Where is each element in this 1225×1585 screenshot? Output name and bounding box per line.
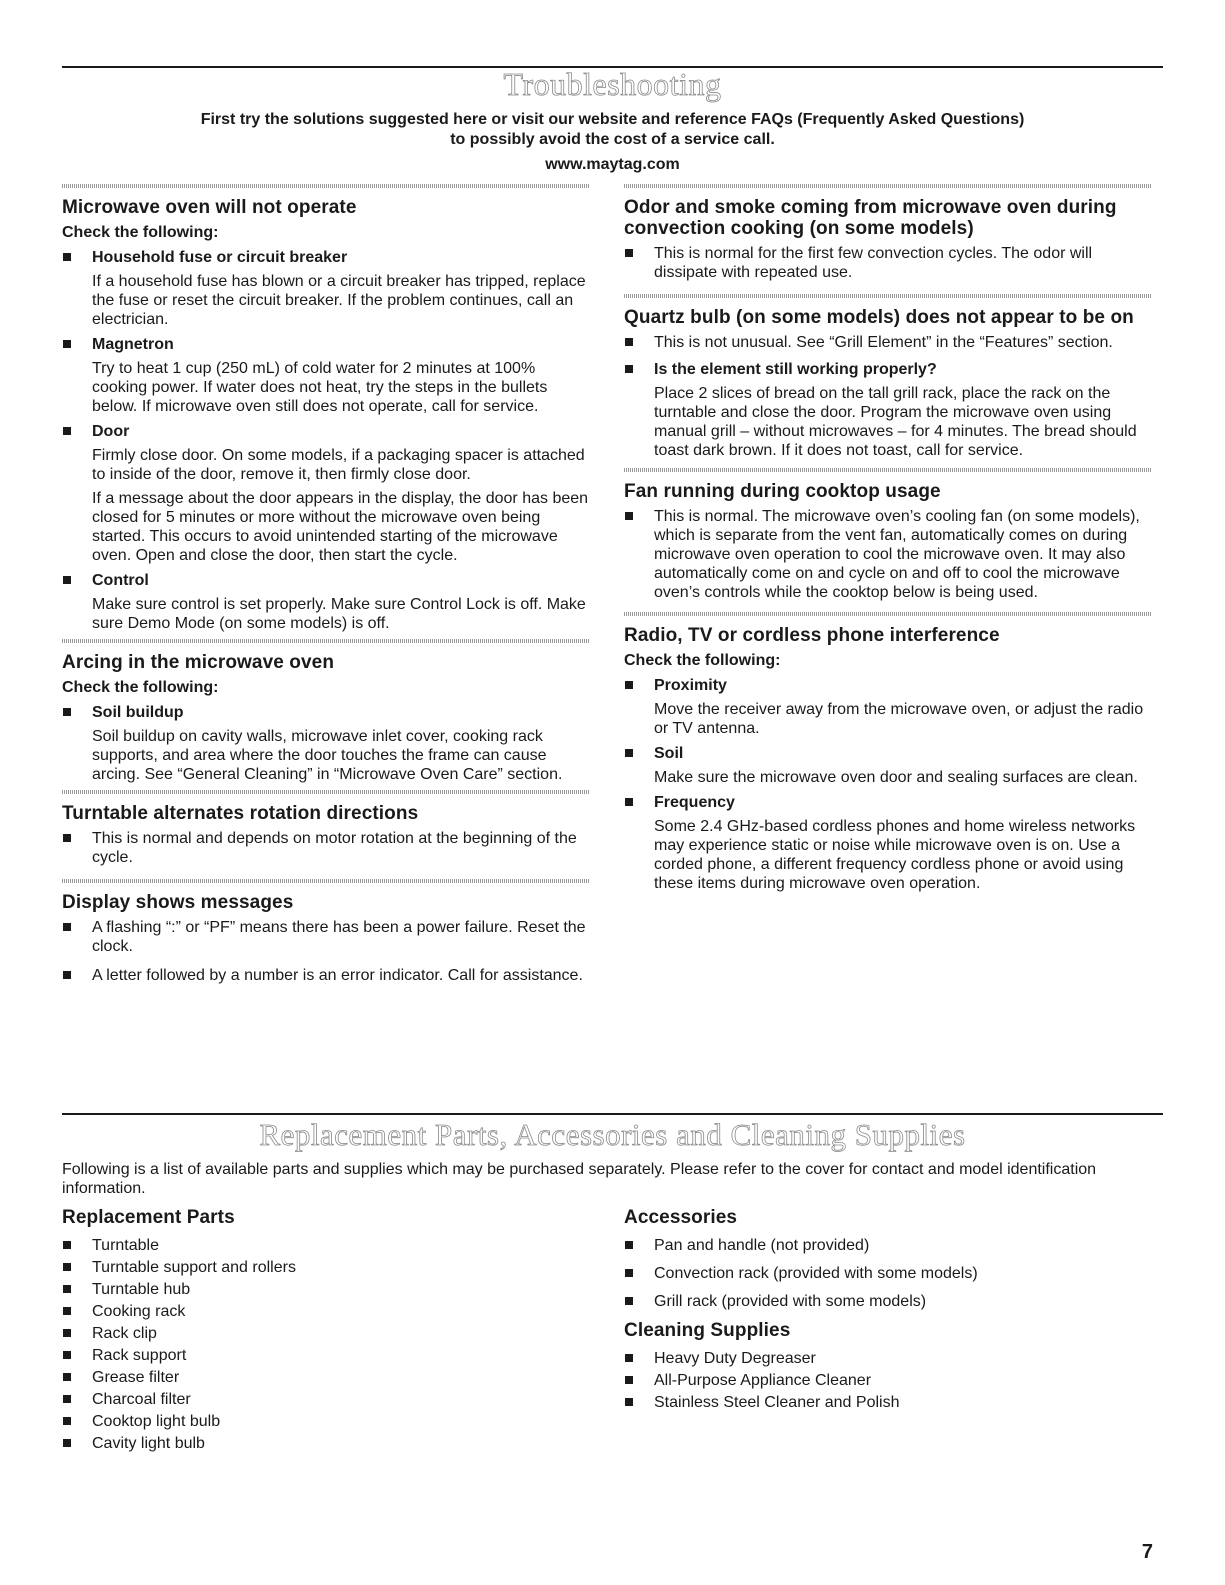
list-item — [624, 676, 1152, 738]
list-item — [624, 507, 1152, 602]
heading-will-not-operate: Microwave oven will not operate — [62, 197, 357, 218]
item-text: Charcoal filter — [92, 1391, 191, 1408]
bullet-icon — [63, 1373, 71, 1381]
bullet-icon — [63, 427, 71, 435]
bullet-icon — [63, 834, 71, 842]
list-item — [62, 1412, 590, 1431]
list-item — [62, 966, 590, 985]
item-text: This is normal and depends on motor rotation at the beginning of the cycle. — [92, 830, 577, 866]
bullet-icon — [63, 1395, 71, 1403]
item-text: Turntable support and rollers — [92, 1259, 296, 1276]
item-text: Rack support — [92, 1347, 187, 1364]
item-text: Make sure control is set properly. Make sure Control Lock is off. Make sure Demo Mode (on some models) is off. — [92, 596, 586, 632]
item-text: This is normal. The microwave oven’s cooling fan (on some models), which is separate from the vent fan, automatically comes on during microwave oven operation to cool the microwave oven. It may also automatically come on and cycle on and off to cool the microwave oven’s controls while the cooktop below is being used. — [654, 508, 1140, 601]
intro-line-2: to possibly avoid the cost of a service call. — [450, 131, 775, 148]
list-item — [62, 422, 590, 565]
list-item — [62, 1390, 590, 1409]
bullet-icon — [625, 338, 633, 346]
bullet-icon — [63, 1351, 71, 1359]
bullet-icon — [63, 1329, 71, 1337]
list-item — [62, 1324, 590, 1343]
item-text: Cavity light bulb — [92, 1435, 205, 1452]
item-text: Place 2 slices of bread on the tall grill rack, place the rack on the turntable and close the door. Program the microwave oven using manual grill – without microwaves – for 4 minutes. The bread should toast dark brown. If it does not toast, call for service. — [654, 385, 1137, 459]
item-heading: Control — [92, 572, 149, 589]
bullet-icon — [625, 1241, 633, 1249]
bullet-icon — [625, 1269, 633, 1277]
section-divider — [62, 790, 590, 794]
website-link[interactable]: www.maytag.com — [545, 156, 680, 173]
list-item — [624, 1393, 1152, 1412]
list-item — [624, 793, 1152, 893]
item-heading: Soil buildup — [92, 704, 184, 721]
section-divider — [624, 294, 1152, 298]
item-text: This is normal for the first few convection cycles. The odor will dissipate with repeated use. — [654, 245, 1093, 281]
bullet-icon — [625, 681, 633, 689]
bullet-icon — [625, 365, 633, 373]
item-heading: Frequency — [654, 794, 735, 811]
item-text: Turntable — [92, 1237, 159, 1254]
heading-odor-smoke: Odor and smoke coming from microwave oven during convection cooking (on some models) — [624, 197, 1117, 239]
item-text: Try to heat 1 cup (250 mL) of cold water for 2 minutes at 100% cooking power. If water does not heat, try the steps in the bullets below. If microwave oven still does not operate, call for service. — [92, 360, 548, 415]
intro-line-1: First try the solutions suggested here or visit our website and reference FAQs (Frequently Asked Questions) — [200, 111, 1025, 128]
bullet-icon — [63, 1241, 71, 1249]
bullet-icon — [63, 1417, 71, 1425]
list-item — [62, 1434, 590, 1453]
list-item — [624, 1349, 1152, 1368]
bullet-icon — [63, 708, 71, 716]
heading-fan-running: Fan running during cooktop usage — [624, 481, 941, 502]
list-item — [62, 829, 590, 867]
list-item — [62, 335, 590, 416]
list-item — [624, 244, 1152, 282]
item-text: All-Purpose Appliance Cleaner — [654, 1372, 872, 1389]
parts-rule — [62, 1113, 1163, 1115]
item-text: Pan and handle (not provided) — [654, 1237, 870, 1254]
item-heading: Proximity — [654, 677, 727, 694]
item-text: If a household fuse has blown or a circuit breaker has tripped, replace the fuse or reset the circuit breaker. If the problem continues, call an electrician. — [92, 273, 586, 328]
check-following: Check the following: — [62, 224, 219, 241]
list-item — [62, 703, 590, 784]
list-item — [62, 1258, 590, 1277]
heading-interference: Radio, TV or cordless phone interference — [624, 625, 1000, 646]
bullet-icon — [625, 1398, 633, 1406]
item-text: A letter followed by a number is an error indicator. Call for assistance. — [92, 967, 583, 984]
item-text: Rack clip — [92, 1325, 157, 1342]
check-following: Check the following: — [62, 679, 219, 696]
heading-cleaning-supplies: Cleaning Supplies — [624, 1320, 791, 1341]
list-item — [62, 571, 590, 633]
item-heading: Door — [92, 423, 130, 440]
list-item — [624, 744, 1152, 787]
bullet-icon — [63, 923, 71, 931]
check-following: Check the following: — [624, 652, 781, 669]
replacement-parts-column — [62, 1207, 590, 1456]
list-item — [624, 1264, 1152, 1283]
heading-accessories: Accessories — [624, 1207, 738, 1228]
item-text: Grill rack (provided with some models) — [654, 1293, 927, 1310]
list-item — [624, 333, 1152, 352]
list-item — [62, 1236, 590, 1255]
bullet-icon — [625, 749, 633, 757]
bullet-icon — [63, 1285, 71, 1293]
item-text: Turntable hub — [92, 1281, 191, 1298]
item-text: Move the receiver away from the microwave oven, or adjust the radio or TV antenna. — [654, 701, 1144, 737]
item-heading: Magnetron — [92, 336, 174, 353]
heading-display-messages: Display shows messages — [62, 892, 294, 913]
item-heading: Soil — [654, 745, 684, 762]
list-item — [62, 1302, 590, 1321]
item-text: Cooktop light bulb — [92, 1413, 221, 1430]
heading-replacement-parts: Replacement Parts — [62, 1207, 235, 1228]
section-divider — [624, 184, 1152, 188]
parts-intro: Following is a list of available parts and supplies which may be purchased separately. Please refer to the cover for contact and model identification information. — [62, 1161, 1097, 1197]
parts-title: Replacement Parts, Accessories and Cleaning Supplies — [259, 1117, 966, 1152]
bullet-icon — [625, 249, 633, 257]
section-divider — [624, 612, 1152, 616]
heading-arcing: Arcing in the microwave oven — [62, 652, 335, 673]
list-item — [62, 918, 590, 956]
bullet-icon — [63, 971, 71, 979]
item-text: Some 2.4 GHz-based cordless phones and home wireless networks may experience static or noise while microwave oven is on. Use a corded phone, a different frequency cordless phone or avoid using these items during microwave oven operation. — [654, 818, 1136, 892]
bullet-icon — [63, 1307, 71, 1315]
heading-turntable: Turntable alternates rotation directions — [62, 803, 419, 824]
list-item — [62, 248, 590, 329]
bullet-icon — [63, 340, 71, 348]
item-text: A flashing “:” or “PF” means there has been a power failure. Reset the clock. — [92, 919, 586, 955]
bullet-icon — [63, 1439, 71, 1447]
bullet-icon — [625, 1354, 633, 1362]
list-item — [624, 360, 1152, 460]
page-number: 7 — [1141, 1541, 1153, 1563]
section-divider — [62, 639, 590, 643]
item-text: Convection rack (provided with some models) — [654, 1265, 978, 1282]
section-divider — [62, 184, 590, 188]
item-text: Cooking rack — [92, 1303, 186, 1320]
bullet-icon — [63, 253, 71, 261]
item-text: If a message about the door appears in the display, the door has been closed for 5 minutes or more without the microwave oven being started. This occurs to avoid unintended starting of the microwave oven. Open and close the door, then start the cycle. — [92, 490, 589, 564]
bullet-icon — [625, 1297, 633, 1305]
item-text: This is not unusual. See “Grill Element” in the “Features” section. — [654, 334, 1113, 351]
bullet-icon — [625, 798, 633, 806]
list-item — [624, 1292, 1152, 1311]
item-text: Soil buildup on cavity walls, microwave inlet cover, cooking rack supports, and area where the door touches the frame can cause arcing. See “General Cleaning” in “Microwave Oven Care” section. — [92, 728, 563, 783]
item-heading: Is the element still working properly? — [654, 361, 937, 378]
item-text: Firmly close door. On some models, if a packaging spacer is attached to inside of the door, remove it, then firmly close door. — [92, 447, 585, 483]
item-heading: Household fuse or circuit breaker — [92, 249, 348, 266]
list-item — [624, 1236, 1152, 1255]
bullet-icon — [625, 1376, 633, 1384]
bullet-icon — [63, 576, 71, 584]
accessories-column — [624, 1207, 1152, 1415]
item-text: Make sure the microwave oven door and sealing surfaces are clean. — [654, 769, 1138, 786]
item-text: Stainless Steel Cleaner and Polish — [654, 1394, 900, 1411]
item-text: Grease filter — [92, 1369, 180, 1386]
section-divider — [624, 468, 1152, 472]
troubleshooting-title: Troubleshooting — [503, 66, 722, 102]
list-item — [62, 1368, 590, 1387]
item-text: Heavy Duty Degreaser — [654, 1350, 816, 1367]
list-item — [62, 1280, 590, 1299]
left-column — [62, 184, 590, 991]
bullet-icon — [63, 1263, 71, 1271]
list-item — [62, 1346, 590, 1365]
list-item — [624, 1371, 1152, 1390]
section-divider — [62, 879, 590, 883]
right-column — [624, 184, 1152, 899]
bullet-icon — [625, 512, 633, 520]
heading-quartz-bulb: Quartz bulb (on some models) does not appear to be on — [624, 307, 1134, 328]
